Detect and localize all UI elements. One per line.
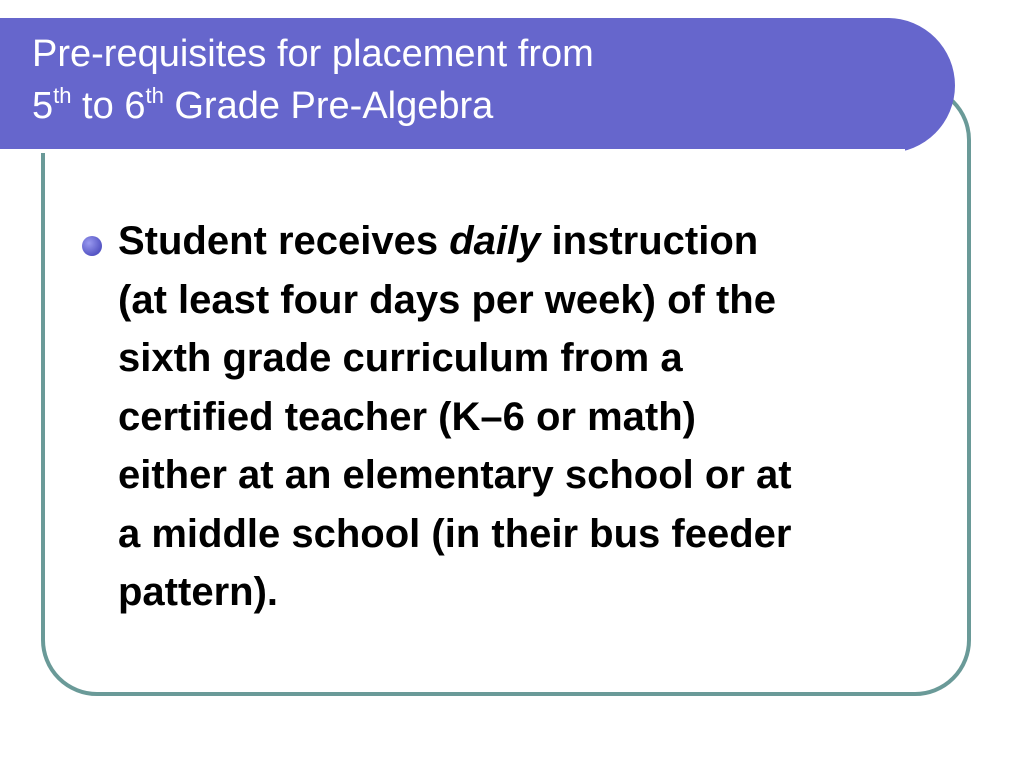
title-rest: Grade Pre-Algebra bbox=[163, 85, 494, 127]
bullet-text-pre: Student receives bbox=[118, 219, 450, 263]
bullet-line-1 bbox=[118, 212, 948, 271]
bullet-line-6: a middle school (in their bus feeder bbox=[118, 511, 792, 556]
title-to-number: 6 bbox=[124, 85, 146, 127]
bullet-line-7: pattern). bbox=[118, 570, 278, 614]
bullet-text bbox=[118, 212, 948, 622]
title-underline bbox=[0, 149, 905, 153]
bullet-line-3: sixth grade curriculum from a bbox=[118, 336, 683, 380]
title-from-superscript: th bbox=[53, 83, 72, 108]
title-from-number: 5 bbox=[32, 85, 54, 127]
bullet-line-2: (at least four days per week) of the bbox=[118, 277, 776, 322]
slide-title bbox=[32, 28, 594, 132]
title-to-word: to bbox=[71, 85, 125, 127]
bullet-text-emphasis: daily bbox=[449, 219, 541, 263]
bullet-line-4: certified teacher (K–6 or math) bbox=[118, 394, 696, 439]
bullet-line-5: either at an elementary school or at bbox=[118, 453, 792, 497]
title-line-1: Pre-requisites for placement from bbox=[32, 33, 594, 75]
bullet-text-post: instruction bbox=[540, 219, 759, 263]
title-to-superscript: th bbox=[145, 83, 164, 108]
bullet-dot-icon bbox=[82, 236, 102, 256]
